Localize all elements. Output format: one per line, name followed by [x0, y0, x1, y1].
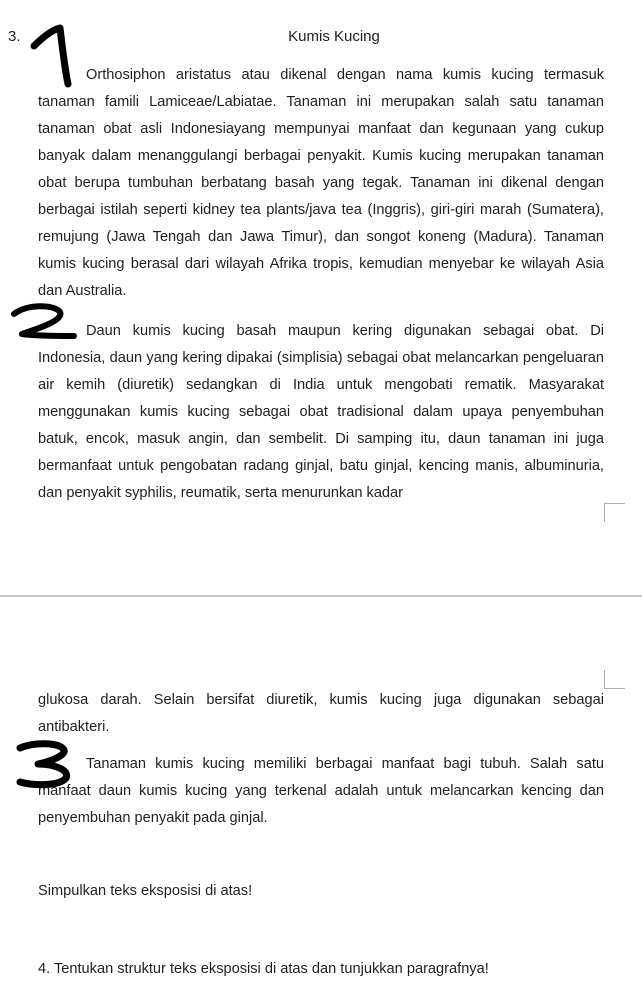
page-corner-mark — [604, 503, 625, 522]
document-title: Kumis Kucing — [288, 28, 380, 45]
question-4: 4. Tentukan struktur teks eksposisi di atas dan tunjukkan paragrafnya! — [38, 961, 489, 977]
question-number: 3. — [8, 28, 21, 45]
page-corner-mark — [604, 670, 625, 689]
paragraph-1: Orthosiphon aristatus atau dikenal dengan nama kumis kucing termasuk tanaman famili Lamiceae/Labiatae. Tanaman ini merupakan salah satu tanaman tanaman obat asli Indonesiayang mempunyai manfaat dan kegunaan yang cukup banyak dalam menanggulangi berbagai penyakit. Kumis kucing merupakan tanaman obat berupa tumbuhan berbatang basah yang tegak. Tanaman ini dikenal dengan berbagai istilah seperti kidney tea plants/java tea (Inggris), giri-giri marah (Sumatera), remujung (Jawa Tengah dan Jawa Timur), dan songot koneng (Madura). Tanaman kumis kucing berasal dari wilayah Afrika tropis, kemudian menyebar ke wilayah Asia dan Australia. — [38, 67, 604, 299]
paragraph-3: Tanaman kumis kucing memiliki berbagai manfaat bagi tubuh. Salah satu manfaat daun kumis kucing yang terkenal adalah untuk melancarkan kencing dan penyembuhan penyakit pada ginjal. — [38, 756, 604, 826]
paragraph-2-continued: glukosa darah. Selain bersifat diuretik, kumis kucing juga digunakan sebagai antibakteri. — [38, 692, 604, 735]
task-instruction: Simpulkan teks eksposisi di atas! — [38, 883, 253, 899]
paragraph-2: Daun kumis kucing basah maupun kering digunakan sebagai obat. Di Indonesia, daun yang kering dipakai (simplisia) sebagai obat melancarkan pengeluaran air kemih (diuretik) sedangkan di India untuk mengobati rematik. Masyarakat menggunakan kumis kucing sebagai obat tradisional dalam upaya penyembuhan batuk, encok, masuk angin, dan sembelit. Di samping itu, daun tanaman ini juga bermanfaat untuk pengobatan radang ginjal, batu ginjal, kencing manis, albuminuria, dan penyakit syphilis, reumatik, serta menurunkan kadar — [38, 323, 604, 501]
